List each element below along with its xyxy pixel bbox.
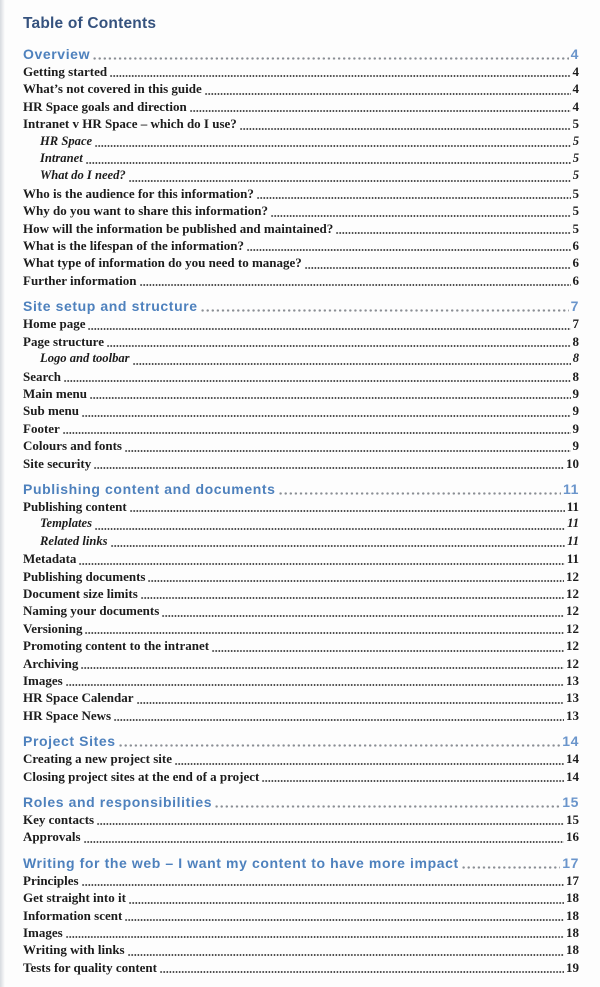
toc-page-number: 5 (572, 151, 579, 166)
dot-leader (95, 527, 565, 531)
toc-section (23, 480, 579, 724)
toc-item-row[interactable] (23, 515, 579, 532)
toc-page-number: 15 (562, 794, 579, 811)
toc-entry-label: Approvals (23, 829, 81, 845)
dot-leader (66, 935, 564, 939)
toc-page-number: 8 (572, 368, 579, 384)
toc-page-number: 12 (566, 638, 579, 654)
toc-entry-label: HR Space (40, 133, 93, 148)
toc-item-row[interactable] (23, 828, 579, 845)
toc-page-number: 16 (566, 829, 579, 845)
toc-item-row[interactable] (23, 872, 579, 889)
toc-item-row[interactable] (23, 98, 579, 115)
toc-item-row[interactable] (23, 272, 579, 289)
toc-page-number: 7 (572, 316, 579, 332)
dot-leader (88, 327, 570, 331)
toc-entry-label: What do I need? (40, 168, 126, 183)
dot-leader (114, 718, 564, 722)
toc-entry-label: Footer (23, 420, 60, 436)
toc-page-number: 4 (570, 46, 579, 62)
toc-page-number: 19 (566, 959, 579, 975)
toc-heading-row[interactable] (23, 732, 579, 750)
page-title: Table of Contents (23, 15, 157, 32)
toc-page-number: 18 (566, 890, 579, 906)
dot-leader (305, 266, 571, 270)
toc-page-number: 8 (572, 351, 579, 366)
toc-page-number: 5 (572, 203, 579, 219)
dot-leader (133, 362, 571, 366)
dot-leader (247, 248, 571, 252)
toc-item-row[interactable] (23, 63, 579, 80)
toc-page-number: 6 (572, 238, 579, 254)
toc-page-number: 6 (572, 255, 579, 271)
toc-item-row[interactable] (23, 907, 579, 924)
toc-entry-label: Images (23, 673, 63, 688)
dot-leader (190, 109, 571, 113)
toc-entry-label: Roles and responsibilities (23, 794, 213, 811)
toc-item-row[interactable] (23, 115, 579, 132)
toc-entry-label: How will the information be published and maintained? (23, 220, 334, 236)
toc-page-number: 8 (572, 333, 579, 349)
toc-entry-label: Images (23, 925, 63, 941)
dot-leader (84, 840, 564, 844)
toc-page-number: 5 (572, 220, 579, 236)
toc-entry-label: Logo and toolbar (40, 351, 130, 366)
dot-leader (93, 56, 569, 61)
toc-entry-label: Search (23, 368, 62, 384)
toc-entry-label: Further information (23, 272, 137, 288)
dot-leader (95, 144, 571, 148)
dot-leader (110, 74, 570, 78)
toc-entry-label: Promoting content to the intranet (23, 638, 210, 654)
dot-leader (141, 596, 564, 600)
toc-page-number: 9 (572, 438, 579, 454)
toc-page-number: 5 (572, 116, 579, 132)
dot-leader (81, 666, 564, 670)
toc-section (23, 793, 579, 846)
dot-leader (240, 127, 571, 131)
toc-page-number: 18 (566, 925, 579, 941)
toc-entry-label: Writing for the web – I want my content to have more impact (23, 854, 459, 871)
dot-leader (85, 631, 564, 635)
toc-page-number: 9 (572, 403, 579, 419)
toc-entry-label: Publishing content and documents (23, 480, 276, 497)
toc-entry-label: Publishing content (23, 498, 127, 514)
toc-item-row[interactable] (23, 167, 579, 184)
toc-section (23, 854, 579, 976)
toc-item-row[interactable] (23, 889, 579, 906)
toc-item-row[interactable] (23, 420, 579, 437)
toc-item-row[interactable] (23, 750, 579, 767)
toc-entry-label: Who is the audience for this information? (23, 185, 254, 201)
dot-leader (162, 614, 564, 618)
toc-item-row[interactable] (23, 80, 579, 97)
dot-leader (86, 161, 571, 165)
dot-leader (82, 414, 571, 418)
toc-entry-label: Writing with links (23, 942, 125, 958)
dot-leader (125, 918, 564, 922)
toc-entry-label: Intranet (40, 151, 83, 166)
toc-page-number: 12 (566, 568, 579, 584)
dot-leader (257, 196, 571, 200)
toc-page-number: 6 (572, 272, 579, 288)
toc-page-number: 14 (562, 733, 579, 750)
toc-page-number: 11 (567, 516, 579, 531)
dot-leader (66, 683, 564, 687)
dot-leader (90, 396, 571, 400)
toc-page-number: 12 (566, 655, 579, 671)
dot-leader (97, 822, 564, 826)
dot-leader (63, 431, 571, 435)
toc-item-row[interactable] (23, 533, 579, 550)
toc-entry-label: Sub menu (23, 403, 79, 419)
toc-item-row[interactable] (23, 550, 579, 567)
toc-page-number: 7 (570, 298, 579, 315)
toc-entry-label: Creating a new project site (23, 751, 172, 767)
table-of-contents (23, 45, 579, 976)
toc-entry-label: Page structure (23, 333, 104, 349)
dot-leader (462, 865, 560, 870)
toc-page-number: 10 (566, 455, 579, 471)
toc-item-row[interactable] (23, 811, 579, 828)
toc-entry-label: What type of information do you need to manage? (23, 255, 302, 271)
toc-entry-label: What is the lifespan of the information? (23, 238, 244, 254)
toc-item-row[interactable] (23, 568, 579, 585)
toc-page-number: 17 (566, 872, 579, 888)
toc-section (23, 45, 579, 289)
toc-entry-label: What’s not covered in this guide (23, 81, 202, 97)
toc-item-row[interactable] (23, 202, 579, 219)
dot-leader (82, 883, 564, 887)
toc-entry-label: Colours and fonts (23, 438, 122, 454)
dot-leader (279, 491, 561, 496)
dot-leader (125, 449, 571, 453)
toc-entry-label: Closing project sites at the end of a project (23, 768, 260, 784)
toc-page-number: 12 (566, 603, 579, 619)
toc-page-number: 14 (566, 751, 579, 767)
toc-item-row[interactable] (23, 620, 579, 637)
toc-heading-row[interactable] (23, 854, 579, 872)
toc-page-number: 13 (566, 673, 579, 688)
toc-item-row[interactable] (23, 602, 579, 619)
dot-leader (212, 649, 564, 653)
toc-page-number: 5 (572, 133, 579, 148)
toc-item-row[interactable] (23, 254, 579, 271)
dot-leader (128, 953, 564, 957)
toc-page-number: 12 (566, 620, 579, 636)
toc-entry-label: Archiving (23, 655, 79, 671)
toc-item-row[interactable] (23, 437, 579, 454)
toc-entry-label: Getting started (23, 64, 108, 79)
dot-leader (129, 179, 571, 183)
toc-entry-label: Key contacts (23, 812, 95, 828)
dot-leader (175, 762, 564, 766)
dot-leader (205, 92, 571, 96)
toc-item-row[interactable] (23, 237, 579, 254)
toc-item-row[interactable] (23, 385, 579, 402)
toc-entry-label: Overview (23, 46, 91, 62)
toc-entry-label: Intranet v HR Space – which do I use? (23, 116, 237, 132)
toc-entry-label: Get straight into it (23, 890, 126, 906)
dot-leader (94, 466, 564, 470)
toc-page-number: 4 (572, 98, 579, 114)
toc-item-row[interactable] (23, 941, 579, 958)
toc-item-row[interactable] (23, 150, 579, 167)
toc-page-number: 11 (567, 533, 579, 548)
toc-page-number: 5 (572, 185, 579, 201)
dot-leader (107, 344, 571, 348)
toc-entry-label: HR Space Calendar (23, 690, 134, 706)
toc-entry-label: Project Sites (23, 733, 116, 750)
toc-entry-label: HR Space goals and direction (23, 98, 187, 114)
dot-leader (111, 544, 566, 548)
toc-page-number: 14 (566, 768, 579, 784)
toc-section (23, 732, 579, 785)
toc-item-row[interactable] (23, 498, 579, 515)
toc-item-row[interactable] (23, 924, 579, 941)
toc-page-number: 13 (566, 707, 579, 723)
dot-leader (129, 901, 564, 905)
toc-item-row[interactable] (23, 350, 579, 367)
toc-heading-row[interactable] (23, 480, 579, 498)
toc-item-row[interactable] (23, 689, 579, 706)
toc-page-number: 11 (563, 480, 579, 497)
toc-page-number: 4 (572, 64, 579, 79)
toc-entry-label: Tests for quality content (23, 959, 157, 975)
toc-entry-label: Home page (23, 316, 86, 332)
dot-leader (160, 970, 564, 974)
dot-leader (140, 283, 571, 287)
toc-page-number: 13 (566, 690, 579, 706)
toc-entry-label: Related links (40, 533, 108, 548)
toc-item-row[interactable] (23, 959, 579, 976)
toc-page-number: 5 (572, 168, 579, 183)
toc-entry-label: Information scent (23, 907, 123, 923)
dot-leader (215, 804, 560, 809)
toc-page-number: 11 (566, 498, 579, 514)
toc-item-row[interactable] (23, 220, 579, 237)
toc-item-row[interactable] (23, 315, 579, 332)
dot-leader (64, 379, 570, 383)
dot-leader (201, 308, 569, 313)
toc-item-row[interactable] (23, 707, 579, 724)
dot-leader (79, 562, 564, 566)
toc-entry-label: Metadata (23, 551, 77, 567)
dot-leader (130, 509, 565, 513)
toc-page-number: 11 (566, 551, 579, 567)
toc-page-number: 9 (572, 420, 579, 436)
toc-item-row[interactable] (23, 333, 579, 350)
toc-entry-label: Why do you want to share this information? (23, 203, 268, 219)
toc-heading-row[interactable] (23, 45, 579, 63)
toc-entry-label: Publishing documents (23, 568, 146, 584)
toc-page-number: 9 (572, 385, 579, 401)
toc-item-row[interactable] (23, 402, 579, 419)
toc-heading-row[interactable] (23, 297, 579, 315)
toc-item-row[interactable] (23, 637, 579, 654)
toc-entry-label: HR Space News (23, 707, 112, 723)
toc-entry-label: Versioning (23, 620, 83, 636)
toc-heading-row[interactable] (23, 793, 579, 811)
toc-page-number: 18 (566, 942, 579, 958)
dot-leader (119, 743, 561, 748)
dot-leader (336, 231, 570, 235)
toc-item-row[interactable] (23, 185, 579, 202)
dot-leader (262, 779, 564, 783)
toc-entry-label: Naming your documents (23, 603, 160, 619)
toc-item-row[interactable] (23, 768, 579, 785)
toc-page-number: 4 (572, 81, 579, 97)
dot-leader (137, 701, 565, 705)
toc-item-row[interactable] (23, 672, 579, 689)
toc-entry-label: Principles (23, 872, 79, 888)
toc-entry-label: Templates (40, 516, 93, 531)
toc-item-row[interactable] (23, 585, 579, 602)
toc-entry-label: Document size limits (23, 585, 138, 601)
toc-page-number: 15 (566, 812, 579, 828)
dot-leader (148, 579, 564, 583)
toc-page-number: 17 (562, 854, 579, 871)
toc-entry-label: Site setup and structure (23, 298, 198, 315)
toc-page-number: 18 (566, 907, 579, 923)
toc-entry-label: Main menu (23, 385, 87, 401)
toc-item-row[interactable] (23, 655, 579, 672)
toc-entry-label: Site security (23, 455, 92, 471)
toc-item-row[interactable] (23, 133, 579, 150)
toc-item-row[interactable] (23, 368, 579, 385)
dot-leader (271, 214, 571, 218)
toc-page-number: 12 (566, 585, 579, 601)
toc-section (23, 297, 579, 472)
toc-item-row[interactable] (23, 455, 579, 472)
